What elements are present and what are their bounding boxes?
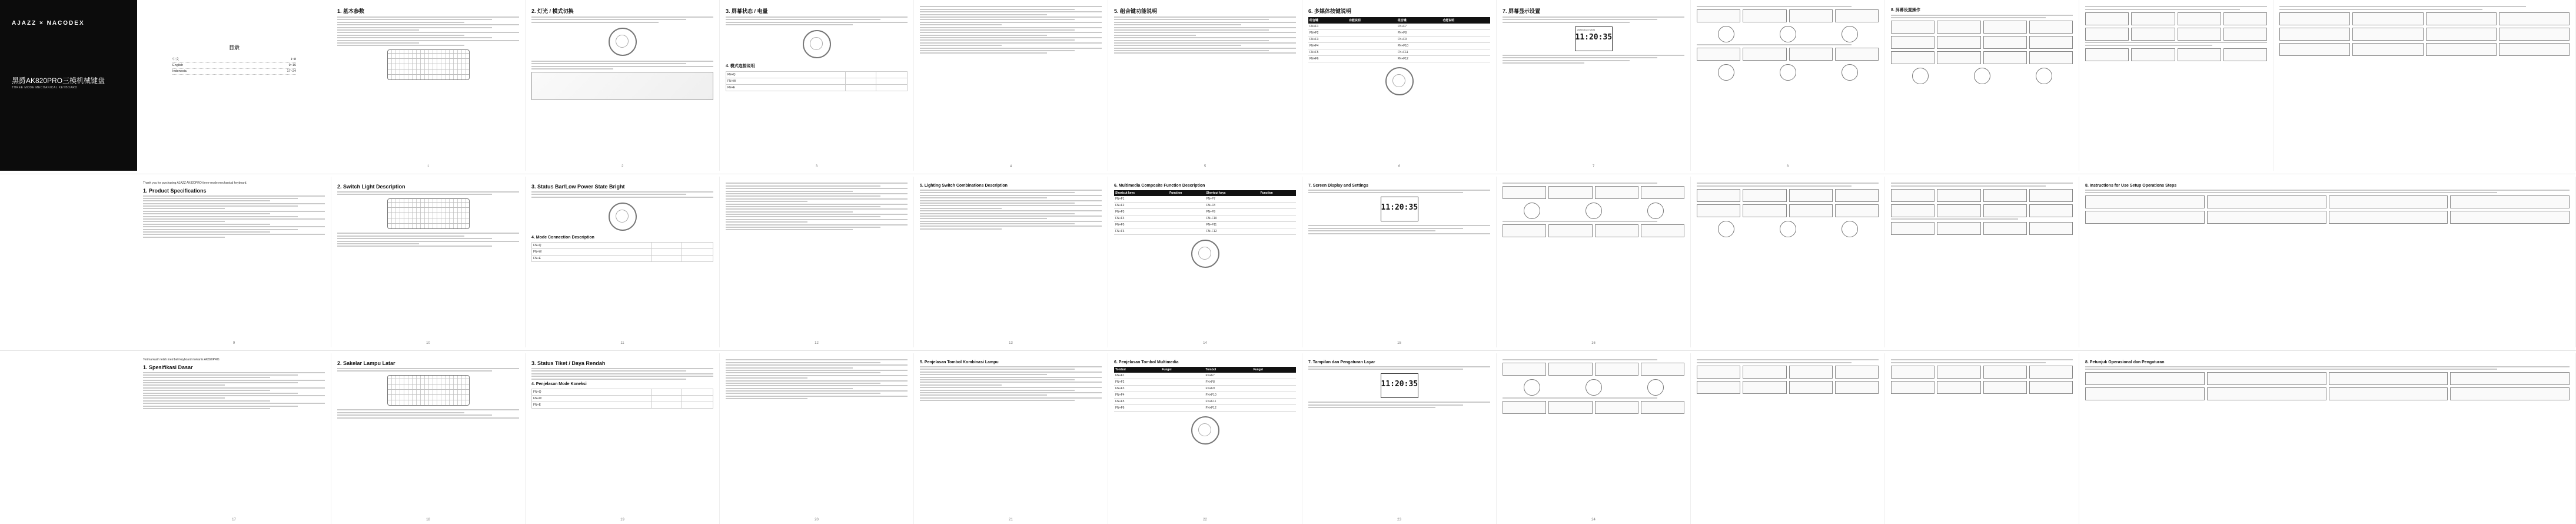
- en-page-2: 2. Switch Light Description 10: [331, 177, 526, 347]
- en-page-7: 7. Screen Display and Settings 11:20:35 15: [1302, 177, 1497, 347]
- toc-title: 目录: [228, 45, 240, 51]
- knob-illustration: [609, 28, 637, 56]
- pairing-table: FN+Q FN+W FN+E: [531, 242, 713, 262]
- row-indonesian: [0, 353, 2576, 524]
- id-page-7: 7. Tampilan dan Pengaturan Layar 11:20:35 23: [1302, 353, 1497, 524]
- zh-page-3: 3. 屏幕状态 / 电量 4. 模式连接说明 FN+Q FN+W FN+E 3: [720, 0, 914, 171]
- keyboard-illustration: [387, 375, 470, 406]
- id-screen-title: 7. Tampilan dan Pengaturan Layar: [1308, 360, 1375, 364]
- zh-pairing-title: 4. 模式连接说明: [726, 64, 755, 69]
- knob-illustration: [1385, 67, 1414, 95]
- knob-illustration: [803, 30, 831, 58]
- en-page-10: [1885, 177, 2079, 347]
- zh-page-11: [2273, 0, 2576, 171]
- brand-logo: AJAZZ × NACODEX: [12, 20, 85, 26]
- pairing-table: FN+Q FN+W FN+E: [726, 71, 908, 91]
- en-page-1: Thank you for purchasing AJAZZ AK820PRO three-mode mechanical keyboard. 1. Product Specifications 9: [137, 177, 331, 347]
- en-media-title: 6. Multimedia Composite Function Description: [1114, 184, 1205, 188]
- pairing-table: FN+Q FN+W FN+E: [531, 389, 713, 409]
- zh-page-10: [2079, 0, 2273, 171]
- zh-page-8: 8: [1691, 0, 1885, 171]
- id-page-3: 3. Status Tiket / Daya Rendah 4. Penjelasan Mode Koneksi FN+Q FN+W FN+E 19: [526, 353, 720, 524]
- screen-illustration: 2022/01/24 MON 11:20:35: [1575, 26, 1613, 51]
- zh-specs-title: 1. 基本参数: [337, 8, 365, 14]
- en-page-5: 5. Lighting Switch Combinations Description 13: [914, 177, 1108, 347]
- id-page-2: 2. Sakelar Lampu Latar 18: [331, 353, 526, 524]
- zh-screen-title: 7. 屏幕显示设置: [1503, 8, 1541, 14]
- id-page-1: Terima kasih telah membeli keyboard mekanis AK820PRO. 1. Spesifikasi Dasar 17: [137, 353, 331, 524]
- zh-combo-title: 5. 组合键功能说明: [1114, 8, 1158, 14]
- en-page-9: [1691, 177, 1885, 347]
- id-status-title: 3. Status Tiket / Daya Rendah: [531, 360, 606, 366]
- media-table: 组合键 功能说明 组合键 功能说明 FN+F1 FN+F7 FN+F2 FN+F8 FN+F3 FN+F9 FN+F4 FN+F10 FN+F5 FN+F11 FN+F6 FN+F12: [1308, 17, 1490, 62]
- screen-illustration: 11:20:35: [1381, 373, 1418, 398]
- zh-media-title: 6. 多媒体按键说明: [1308, 8, 1352, 14]
- table-of-contents: [137, 0, 331, 171]
- zh-page-1: 1. 基本参数 1: [331, 0, 526, 171]
- knob-illustration: [609, 203, 637, 231]
- en-pairing-title: 4. Mode Connection Description: [531, 235, 594, 240]
- en-page-11: [2079, 177, 2576, 347]
- zh-page-6: 6. 多媒体按键说明 组合键 功能说明 组合键 功能说明 FN+F1 FN+F7 FN+F2 FN+F8 FN+F3 FN+F9 FN+F4 FN+F10 FN+F5 FN+F11 FN+F6 FN+F12 6: [1302, 0, 1497, 171]
- id-backlight-title: 2. Sakelar Lampu Latar: [337, 360, 395, 366]
- keyboard-illustration: [387, 198, 470, 229]
- zh-page-5: 5. 组合键功能说明 5: [1108, 0, 1302, 171]
- en-combo-title: 5. Lighting Switch Combinations Description: [920, 184, 1008, 188]
- en-ops-title: 8. Instructions for Use Setup Operations Steps: [2085, 184, 2177, 188]
- id-pairing-title: 4. Penjelasan Mode Koneksi: [531, 382, 587, 386]
- en-backlight-title: 2. Switch Light Description: [337, 184, 405, 190]
- id-page-6: 6. Penjelasan Tombol Multimedia Tombol Fungsi Tombol Fungsi FN+F1 FN+F7 FN+F2 FN+F8 FN+F3 FN+F9 FN+F4 FN+F10 FN+F5 FN+F11 FN+F6 FN+F12 22: [1108, 353, 1302, 524]
- row-english: [0, 177, 2576, 347]
- switch-diagram: [531, 72, 713, 100]
- id-page-9: [1691, 353, 1885, 524]
- screen-illustration: 11:20:35: [1381, 197, 1418, 221]
- id-intro: Terima kasih telah membeli keyboard mekanis AK820PRO.: [143, 358, 220, 362]
- zh-page-2: 2. 灯光 / 模式切换 2: [526, 0, 720, 171]
- keyboard-illustration: [387, 49, 470, 80]
- en-page-8: 16: [1497, 177, 1691, 347]
- zh-status-title: 3. 屏幕状态 / 电量: [726, 8, 768, 14]
- toc-row: 中文 1~8: [172, 57, 296, 63]
- en-status-title: 3. Status Bar/Low Power State Bright: [531, 184, 625, 190]
- zh-page-9: [1885, 0, 2079, 171]
- en-page-3: 3. Status Bar/Low Power State Bright 4. Mode Connection Description FN+Q FN+W FN+E 11: [526, 177, 720, 347]
- knob-illustration: [1191, 416, 1219, 445]
- media-table: Tombol Fungsi Tombol Fungsi FN+F1 FN+F7 FN+F2 FN+F8 FN+F3 FN+F9 FN+F4 FN+F10 FN+F5 FN+F11 FN+F6 FN+F12: [1114, 367, 1296, 412]
- cover-page: [0, 0, 137, 171]
- cover-title: 黑爵AK820PRO三模机械键盘: [12, 77, 105, 85]
- id-page-11: [2079, 353, 2576, 524]
- en-specs-title: 1. Product Specifications: [143, 187, 207, 194]
- zh-backlight-title: 2. 灯光 / 模式切换: [531, 8, 574, 14]
- zh-page-4: 4: [914, 0, 1108, 171]
- zh-screen-sub: 8. 屏幕设置操作: [1891, 8, 1920, 12]
- knob-illustration: [1191, 240, 1219, 268]
- id-page-10: [1885, 353, 2079, 524]
- id-combo-title: 5. Penjelasan Tombol Kombinasi Lampu: [920, 360, 999, 364]
- toc-row: English 9~16: [172, 63, 296, 69]
- id-specs-title: 1. Spesifikasi Dasar: [143, 364, 193, 370]
- toc-row: Indonesia 17~24: [172, 69, 296, 75]
- id-page-8: 24: [1497, 353, 1691, 524]
- id-ops-title: 8. Petunjuk Operasional dan Pengaturan: [2085, 360, 2165, 364]
- id-media-title: 6. Penjelasan Tombol Multimedia: [1114, 360, 1179, 364]
- en-intro: Thank you for purchasing AJAZZ AK820PRO three-mode mechanical keyboard.: [143, 181, 247, 185]
- cover-subtitle: THREE MODE MECHANICAL KEYBOARD: [12, 86, 78, 89]
- zh-page-7: 7. 屏幕显示设置 2022/01/24 MON 11:20:35 7: [1497, 0, 1691, 171]
- row-chinese: [0, 0, 2576, 171]
- id-page-4: 20: [720, 353, 914, 524]
- en-page-6: 6. Multimedia Composite Function Description Shortcut keys Function Shortcut keys Function FN+F1 FN+F7 FN+F2 FN+F8 FN+F3 FN+F9 FN+F4 FN+F10 FN+F5 FN+F11 FN+F6 FN+F12 14: [1108, 177, 1302, 347]
- en-page-4: 12: [720, 177, 914, 347]
- id-page-5: 5. Penjelasan Tombol Kombinasi Lampu 21: [914, 353, 1108, 524]
- media-table: Shortcut keys Function Shortcut keys Function FN+F1 FN+F7 FN+F2 FN+F8 FN+F3 FN+F9 FN+F4 FN+F10 FN+F5 FN+F11 FN+F6 FN+F12: [1114, 190, 1296, 235]
- en-screen-title: 7. Screen Display and Settings: [1308, 184, 1368, 188]
